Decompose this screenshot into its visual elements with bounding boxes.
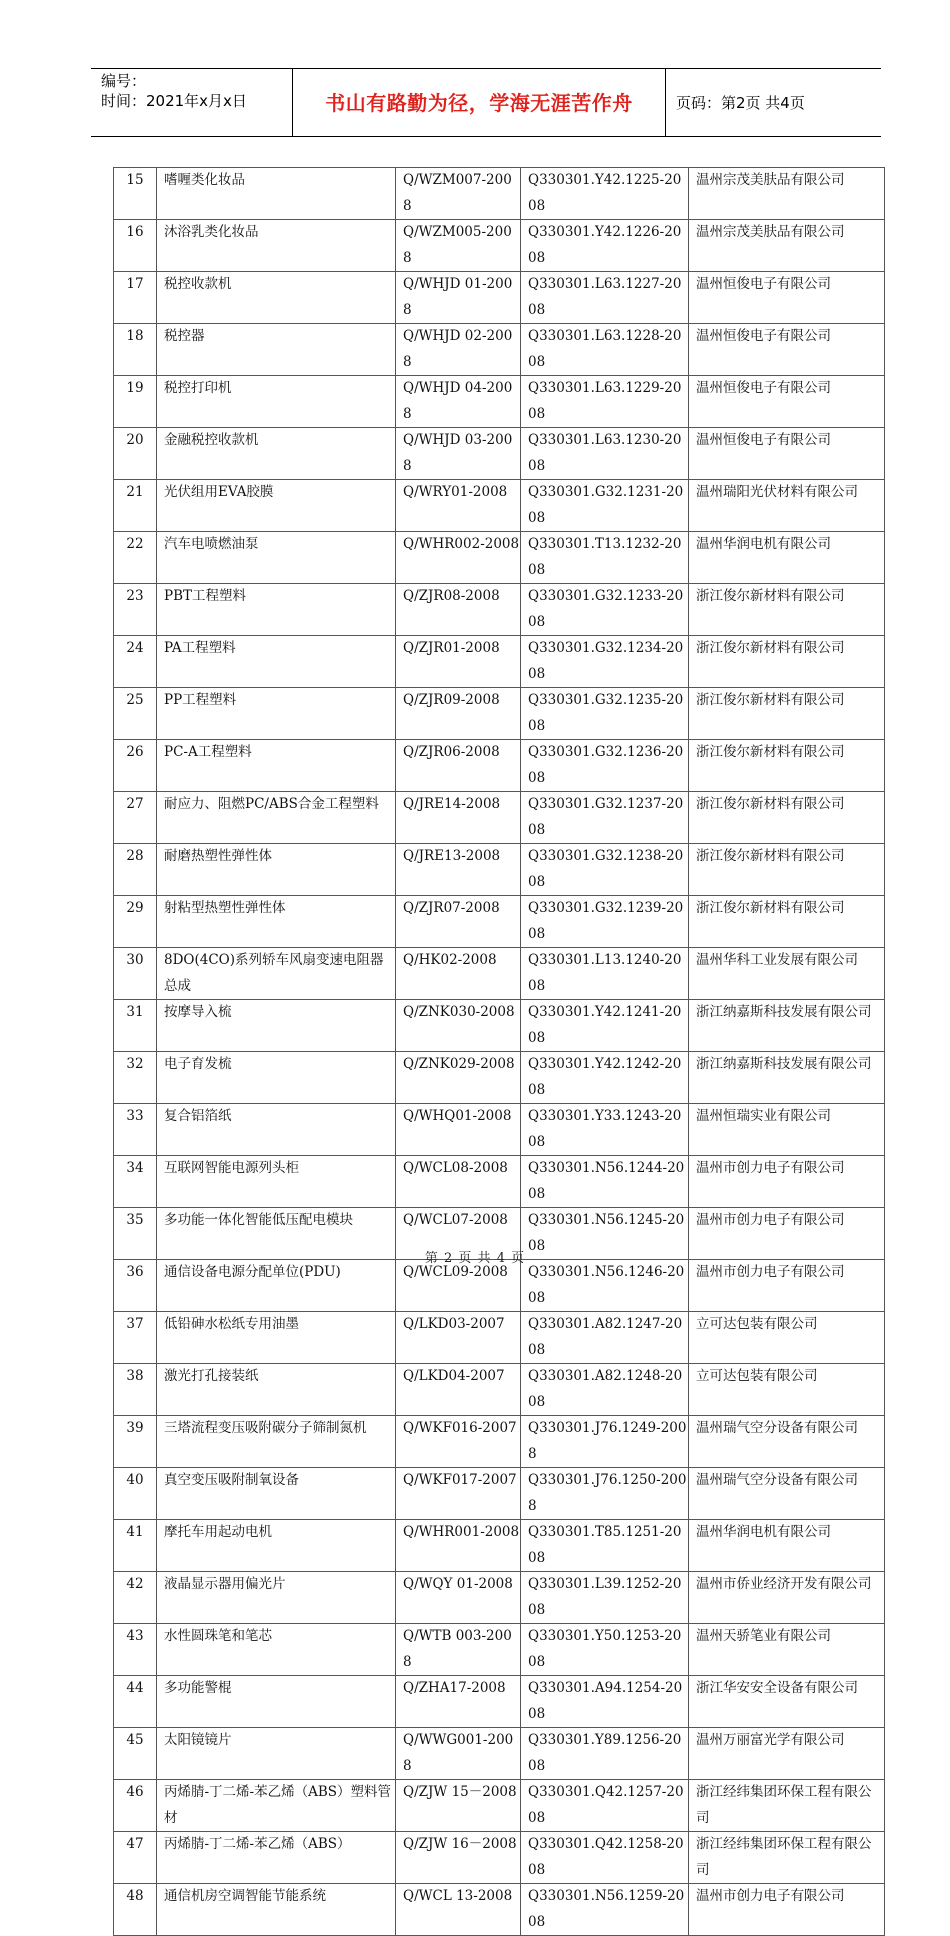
row-number: 34	[114, 1156, 157, 1208]
product-name: 射粘型热塑性弹性体	[157, 896, 396, 948]
product-name: 耐应力、阻燃PC/ABS合金工程塑料	[157, 792, 396, 844]
row-number: 46	[114, 1780, 157, 1832]
registration-number: Q330301.Q42.1258-2008	[521, 1832, 689, 1884]
registration-number: Q330301.G32.1233-2008	[521, 584, 689, 636]
registration-number: Q330301.G32.1239-2008	[521, 896, 689, 948]
company-name: 温州市创力电子有限公司	[689, 1156, 885, 1208]
registration-number: Q330301.N56.1245-2008	[521, 1208, 689, 1260]
row-number: 23	[114, 584, 157, 636]
enterprise-standard-code: Q/ZJW 16－2008	[396, 1832, 521, 1884]
registration-number: Q330301.Y89.1256-2008	[521, 1728, 689, 1780]
enterprise-standard-code: Q/WHR001-2008	[396, 1520, 521, 1572]
registration-number: Q330301.T13.1232-2008	[521, 532, 689, 584]
page-number-label: 页码：第2页 共4页	[676, 94, 805, 112]
product-name: 汽车电喷燃油泵	[157, 532, 396, 584]
table-row	[114, 532, 885, 584]
registration-number: Q330301.Y42.1225-2008	[521, 168, 689, 220]
table-row	[114, 376, 885, 428]
company-name: 浙江俊尔新材料有限公司	[689, 584, 885, 636]
table-row	[114, 1468, 885, 1520]
registration-number: Q330301.L63.1227-2008	[521, 272, 689, 324]
registration-number: Q330301.G32.1231-2008	[521, 480, 689, 532]
table-row	[114, 428, 885, 480]
enterprise-standard-code: Q/ZNK030-2008	[396, 1000, 521, 1052]
product-name: 互联网智能电源列头柜	[157, 1156, 396, 1208]
product-name: 通信设备电源分配单位(PDU)	[157, 1260, 396, 1312]
time-label: 时间：2021年x月x日	[101, 92, 247, 110]
registration-number: Q330301.L63.1228-2008	[521, 324, 689, 376]
product-name: 液晶显示器用偏光片	[157, 1572, 396, 1624]
table-row	[114, 1260, 885, 1312]
enterprise-standard-code: Q/ZJR07-2008	[396, 896, 521, 948]
company-name: 温州恒俊电子有限公司	[689, 324, 885, 376]
row-number: 43	[114, 1624, 157, 1676]
registration-number: Q330301.L39.1252-2008	[521, 1572, 689, 1624]
row-number: 28	[114, 844, 157, 896]
company-name: 立可达包装有限公司	[689, 1364, 885, 1416]
product-name: 低铅砷水松纸专用油墨	[157, 1312, 396, 1364]
company-name: 温州宗茂美肤品有限公司	[689, 168, 885, 220]
company-name: 温州万丽富光学有限公司	[689, 1728, 885, 1780]
registration-number: Q330301.Q42.1257-2008	[521, 1780, 689, 1832]
company-name: 温州市创力电子有限公司	[689, 1208, 885, 1260]
company-name: 浙江俊尔新材料有限公司	[689, 740, 885, 792]
registration-number: Q330301.Y42.1241-2008	[521, 1000, 689, 1052]
product-name: PC-A工程塑料	[157, 740, 396, 792]
table-row	[114, 584, 885, 636]
row-number: 44	[114, 1676, 157, 1728]
registration-number: Q330301.J76.1249-2008	[521, 1416, 689, 1468]
enterprise-standard-code: Q/WWG001-2008	[396, 1728, 521, 1780]
enterprise-standard-code: Q/ZJR09-2008	[396, 688, 521, 740]
company-name: 浙江俊尔新材料有限公司	[689, 896, 885, 948]
table-row	[114, 740, 885, 792]
enterprise-standard-code: Q/JRE13-2008	[396, 844, 521, 896]
company-name: 浙江俊尔新材料有限公司	[689, 636, 885, 688]
enterprise-standard-code: Q/WHR002-2008	[396, 532, 521, 584]
product-name: 税控打印机	[157, 376, 396, 428]
row-number: 17	[114, 272, 157, 324]
registration-number: Q330301.J76.1250-2008	[521, 1468, 689, 1520]
company-name: 温州华科工业发展有限公司	[689, 948, 885, 1000]
company-name: 温州瑞阳光伏材料有限公司	[689, 480, 885, 532]
enterprise-standard-code: Q/WCL08-2008	[396, 1156, 521, 1208]
enterprise-standard-code: Q/ZJW 15－2008	[396, 1780, 521, 1832]
product-name: 水性圆珠笔和笔芯	[157, 1624, 396, 1676]
row-number: 31	[114, 1000, 157, 1052]
enterprise-standard-code: Q/WCL 13-2008	[396, 1884, 521, 1936]
row-number: 15	[114, 168, 157, 220]
row-number: 29	[114, 896, 157, 948]
product-name: 沐浴乳类化妆品	[157, 220, 396, 272]
table-row	[114, 480, 885, 532]
enterprise-standard-code: Q/WZM005-2008	[396, 220, 521, 272]
company-name: 温州瑞气空分设备有限公司	[689, 1416, 885, 1468]
product-name: 嗜喱类化妆品	[157, 168, 396, 220]
company-name: 浙江华安安全设备有限公司	[689, 1676, 885, 1728]
header-divider	[665, 69, 666, 136]
table-row	[114, 324, 885, 376]
enterprise-standard-code: Q/ZJR06-2008	[396, 740, 521, 792]
table-row	[114, 1572, 885, 1624]
row-number: 37	[114, 1312, 157, 1364]
product-name: 税控收款机	[157, 272, 396, 324]
product-name: 光伏组用EVA胶膜	[157, 480, 396, 532]
company-name: 浙江俊尔新材料有限公司	[689, 844, 885, 896]
registration-number: Q330301.Y33.1243-2008	[521, 1104, 689, 1156]
row-number: 20	[114, 428, 157, 480]
company-name: 温州恒俊电子有限公司	[689, 428, 885, 480]
company-name: 浙江纳嘉斯科技发展有限公司	[689, 1052, 885, 1104]
product-name: 摩托车用起动电机	[157, 1520, 396, 1572]
enterprise-standard-code: Q/WCL07-2008	[396, 1208, 521, 1260]
registration-number: Q330301.A94.1254-2008	[521, 1676, 689, 1728]
registration-number: Q330301.G32.1234-2008	[521, 636, 689, 688]
row-number: 26	[114, 740, 157, 792]
table-row	[114, 1624, 885, 1676]
registration-number: Q330301.N56.1259-2008	[521, 1884, 689, 1936]
registration-number: Q330301.G32.1235-2008	[521, 688, 689, 740]
table-row	[114, 1728, 885, 1780]
enterprise-standard-code: Q/ZJR01-2008	[396, 636, 521, 688]
row-number: 47	[114, 1832, 157, 1884]
product-name: 丙烯腈-丁二烯-苯乙烯（ABS）	[157, 1832, 396, 1884]
registration-number: Q330301.N56.1246-2008	[521, 1260, 689, 1312]
registration-number: Q330301.L63.1230-2008	[521, 428, 689, 480]
registration-number: Q330301.A82.1247-2008	[521, 1312, 689, 1364]
company-name: 温州天骄笔业有限公司	[689, 1624, 885, 1676]
row-number: 33	[114, 1104, 157, 1156]
row-number: 21	[114, 480, 157, 532]
row-number: 39	[114, 1416, 157, 1468]
enterprise-standard-code: Q/WCL09-2008	[396, 1260, 521, 1312]
product-name: 丙烯腈-丁二烯-苯乙烯（ABS）塑料管材	[157, 1780, 396, 1832]
product-name: 金融税控收款机	[157, 428, 396, 480]
row-number: 38	[114, 1364, 157, 1416]
product-name: 多功能警棍	[157, 1676, 396, 1728]
enterprise-standard-code: Q/HK02-2008	[396, 948, 521, 1000]
company-name: 浙江经纬集团环保工程有限公司	[689, 1832, 885, 1884]
product-name: 复合铝箔纸	[157, 1104, 396, 1156]
company-name: 温州恒瑞实业有限公司	[689, 1104, 885, 1156]
table-row	[114, 636, 885, 688]
company-name: 浙江纳嘉斯科技发展有限公司	[689, 1000, 885, 1052]
product-name: 通信机房空调智能节能系统	[157, 1884, 396, 1936]
enterprise-standard-code: Q/LKD03-2007	[396, 1312, 521, 1364]
enterprise-standard-code: Q/WHJD 02-2008	[396, 324, 521, 376]
enterprise-standard-code: Q/WKF016-2007	[396, 1416, 521, 1468]
company-name: 浙江俊尔新材料有限公司	[689, 688, 885, 740]
row-number: 48	[114, 1884, 157, 1936]
row-number: 25	[114, 688, 157, 740]
table-row	[114, 168, 885, 220]
enterprise-standard-code: Q/LKD04-2007	[396, 1364, 521, 1416]
product-name: 税控器	[157, 324, 396, 376]
enterprise-standard-code: Q/JRE14-2008	[396, 792, 521, 844]
company-name: 温州恒俊电子有限公司	[689, 376, 885, 428]
registration-number: Q330301.G32.1238-2008	[521, 844, 689, 896]
enterprise-standard-code: Q/WHJD 03-2008	[396, 428, 521, 480]
table-row	[114, 844, 885, 896]
registration-number: Q330301.G32.1236-2008	[521, 740, 689, 792]
table-row	[114, 1780, 885, 1832]
row-number: 32	[114, 1052, 157, 1104]
row-number: 41	[114, 1520, 157, 1572]
table-row	[114, 896, 885, 948]
enterprise-standard-code: Q/WRY01-2008	[396, 480, 521, 532]
enterprise-standard-code: Q/ZNK029-2008	[396, 1052, 521, 1104]
table-row	[114, 1312, 885, 1364]
registration-number: Q330301.N56.1244-2008	[521, 1156, 689, 1208]
product-name: 太阳镜镜片	[157, 1728, 396, 1780]
product-name: PBT工程塑料	[157, 584, 396, 636]
registration-number: Q330301.Y42.1242-2008	[521, 1052, 689, 1104]
product-name: 真空变压吸附制氧设备	[157, 1468, 396, 1520]
company-name: 温州宗茂美肤品有限公司	[689, 220, 885, 272]
product-name: PP工程塑料	[157, 688, 396, 740]
row-number: 19	[114, 376, 157, 428]
company-name: 浙江经纬集团环保工程有限公司	[689, 1780, 885, 1832]
product-name: 电子育发梳	[157, 1052, 396, 1104]
company-name: 温州华润电机有限公司	[689, 532, 885, 584]
row-number: 27	[114, 792, 157, 844]
product-name: 激光打孔接装纸	[157, 1364, 396, 1416]
enterprise-standard-code: Q/WTB 003-2008	[396, 1624, 521, 1676]
row-number: 18	[114, 324, 157, 376]
table-row	[114, 1000, 885, 1052]
enterprise-standard-code: Q/WQY 01-2008	[396, 1572, 521, 1624]
company-name: 浙江俊尔新材料有限公司	[689, 792, 885, 844]
table-row	[114, 1156, 885, 1208]
standards-table	[113, 167, 885, 1936]
company-name: 温州市创力电子有限公司	[689, 1260, 885, 1312]
row-number: 16	[114, 220, 157, 272]
registration-number: Q330301.Y50.1253-2008	[521, 1624, 689, 1676]
table-body	[114, 168, 885, 1936]
product-name: 三塔流程变压吸附碳分子筛制氮机	[157, 1416, 396, 1468]
table-row	[114, 792, 885, 844]
company-name: 立可达包装有限公司	[689, 1312, 885, 1364]
product-name: 耐磨热塑性弹性体	[157, 844, 396, 896]
table-row	[114, 1520, 885, 1572]
page-header	[91, 68, 881, 137]
enterprise-standard-code: Q/WHJD 01-2008	[396, 272, 521, 324]
row-number: 45	[114, 1728, 157, 1780]
company-name: 温州市侨业经济开发有限公司	[689, 1572, 885, 1624]
company-name: 温州市创力电子有限公司	[689, 1884, 885, 1936]
table-row	[114, 948, 885, 1000]
code-label: 编号：	[101, 72, 147, 90]
product-name: 按摩导入梳	[157, 1000, 396, 1052]
registration-number: Q330301.Y42.1226-2008	[521, 220, 689, 272]
table-row	[114, 1884, 885, 1936]
table-row	[114, 1416, 885, 1468]
table-row	[114, 688, 885, 740]
row-number: 40	[114, 1468, 157, 1520]
registration-number: Q330301.G32.1237-2008	[521, 792, 689, 844]
table-row	[114, 272, 885, 324]
product-name: 8DO(4CO)系列轿车风扇变速电阻器总成	[157, 948, 396, 1000]
row-number: 35	[114, 1208, 157, 1260]
registration-number: Q330301.A82.1248-2008	[521, 1364, 689, 1416]
table-row	[114, 1052, 885, 1104]
table-row	[114, 1364, 885, 1416]
company-name: 温州恒俊电子有限公司	[689, 272, 885, 324]
product-name: 多功能一体化智能低压配电模块	[157, 1208, 396, 1260]
enterprise-standard-code: Q/WHJD 04-2008	[396, 376, 521, 428]
company-name: 温州华润电机有限公司	[689, 1520, 885, 1572]
header-motto: 书山有路勤为径，学海无涯苦作舟	[325, 91, 633, 115]
table-row	[114, 220, 885, 272]
enterprise-standard-code: Q/ZHA17-2008	[396, 1676, 521, 1728]
row-number: 22	[114, 532, 157, 584]
row-number: 24	[114, 636, 157, 688]
enterprise-standard-code: Q/WHQ01-2008	[396, 1104, 521, 1156]
table-row	[114, 1104, 885, 1156]
enterprise-standard-code: Q/WZM007-2008	[396, 168, 521, 220]
registration-number: Q330301.L63.1229-2008	[521, 376, 689, 428]
table-row	[114, 1676, 885, 1728]
product-name: PA工程塑料	[157, 636, 396, 688]
page-footer: 第 2 页 共 4 页	[424, 1251, 526, 1266]
registration-number: Q330301.T85.1251-2008	[521, 1520, 689, 1572]
row-number: 30	[114, 948, 157, 1000]
table-row	[114, 1832, 885, 1884]
enterprise-standard-code: Q/WKF017-2007	[396, 1468, 521, 1520]
row-number: 36	[114, 1260, 157, 1312]
company-name: 温州瑞气空分设备有限公司	[689, 1468, 885, 1520]
enterprise-standard-code: Q/ZJR08-2008	[396, 584, 521, 636]
registration-number: Q330301.L13.1240-2008	[521, 948, 689, 1000]
row-number: 42	[114, 1572, 157, 1624]
header-left	[101, 71, 247, 111]
